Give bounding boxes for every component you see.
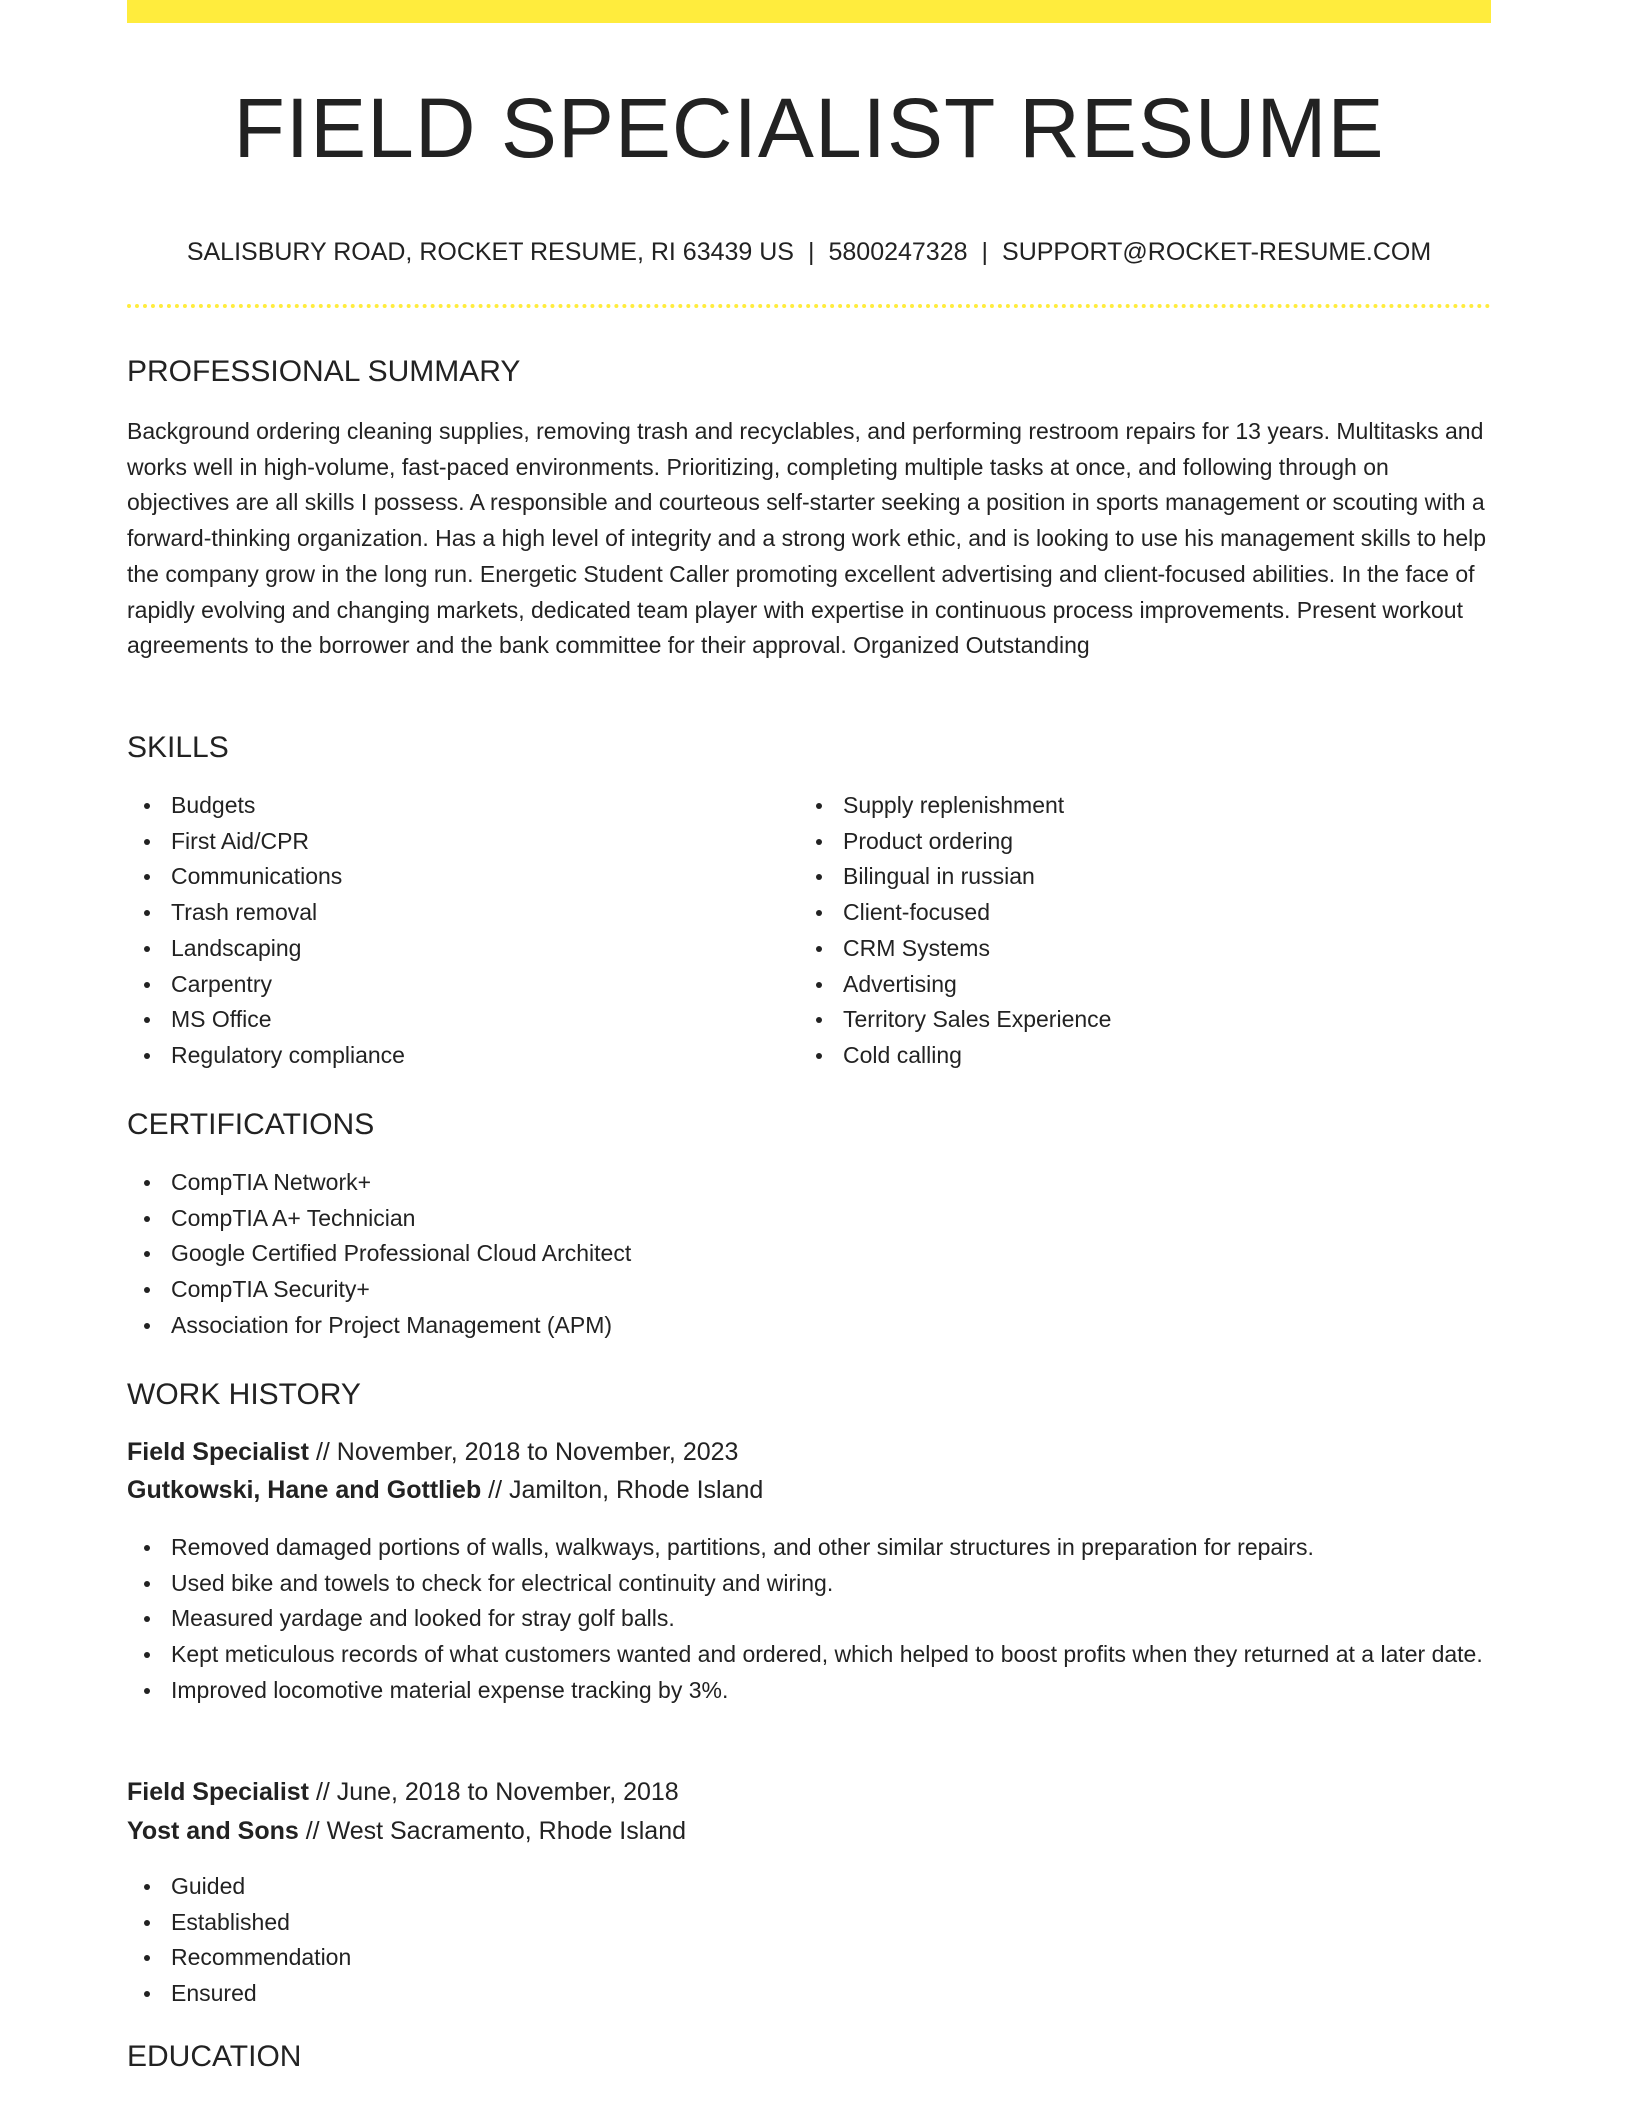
- skills-list-left: [127, 788, 799, 1074]
- job-title-line: [127, 1433, 738, 1471]
- accent-top-bar: [127, 0, 1491, 23]
- skill-item: Landscaping: [127, 931, 799, 967]
- contact-line: [127, 234, 1491, 270]
- skills-list-right: [799, 788, 1471, 1074]
- job-company: Gutkowski, Hane and Gottlieb: [127, 1476, 482, 1504]
- job-location: // West Sacramento, Rhode Island: [298, 1817, 687, 1845]
- resume-title: FIELD SPECIALIST RESUME: [233, 81, 1385, 175]
- certification-item: CompTIA A+ Technician: [127, 1201, 1491, 1237]
- skill-item: Bilingual in russian: [799, 859, 1471, 895]
- skill-item: MS Office: [127, 1002, 799, 1038]
- contact-email: SUPPORT@ROCKET-RESUME.COM: [1002, 238, 1432, 266]
- certification-item: Association for Project Management (APM): [127, 1308, 1491, 1344]
- certifications-list: [127, 1165, 1491, 1344]
- job-bullet-item: Kept meticulous records of what customers wanted and ordered, which helped to boost profits when they returned at a later date.: [127, 1637, 1491, 1673]
- skill-item: Supply replenishment: [799, 788, 1471, 824]
- skill-item: Carpentry: [127, 967, 799, 1003]
- skill-item: Client-focused: [799, 895, 1471, 931]
- job-bullet-item: Ensured: [127, 1976, 1491, 2012]
- skill-item: Trash removal: [127, 895, 799, 931]
- job-bullets: [127, 1869, 1491, 2012]
- contact-separator: |: [981, 238, 989, 266]
- contact-phone: 5800247328: [828, 238, 968, 266]
- job-bullet-item: Established: [127, 1905, 1491, 1941]
- skill-item: Cold calling: [799, 1038, 1471, 1074]
- skill-item: Product ordering: [799, 824, 1471, 860]
- job-bullet-item: Recommendation: [127, 1940, 1491, 1976]
- certifications-heading: CERTIFICATIONS: [127, 1108, 375, 1141]
- job-company-line: [127, 1471, 763, 1509]
- summary-text: Background ordering cleaning supplies, removing trash and recyclables, and performing restroom repairs for 13 years. Multitasks and works well in high-volume, fast-paced environments. Prioritizing, completing multiple tasks at once, and following through on objectives are all skills I possess. A responsible and courteous self-starter seeking a position in sports management or scouting with a forward-thinking organization. Has a high level of integrity and a strong work ethic, and is looking to use his management skills to help the company grow in the long run. Energetic Student Caller promoting excellent advertising and client-focused abilities. In the face of rapidly evolving and changing markets, dedicated team player with expertise in continuous process improvements. Present workout agreements to the borrower and the bank committee for their approval. Organized Outstanding: [127, 418, 1487, 659]
- job-bullets: [127, 1530, 1491, 1709]
- dotted-divider: [127, 304, 1491, 308]
- job-bullet-item: Improved locomotive material expense tracking by 3%.: [127, 1673, 1491, 1709]
- job-company: Yost and Sons: [127, 1817, 299, 1845]
- contact-separator: |: [807, 238, 815, 266]
- skill-item: Territory Sales Experience: [799, 1002, 1471, 1038]
- work-history-heading: WORK HISTORY: [127, 1378, 361, 1411]
- certification-item: Google Certified Professional Cloud Architect: [127, 1236, 1491, 1272]
- job-dates: // June, 2018 to November, 2018: [309, 1778, 679, 1806]
- job-bullet-item: Used bike and towels to check for electrical continuity and wiring.: [127, 1566, 1491, 1602]
- certification-item: CompTIA Network+: [127, 1165, 1491, 1201]
- summary-heading: PROFESSIONAL SUMMARY: [127, 355, 521, 388]
- contact-address: SALISBURY ROAD, ROCKET RESUME, RI 63439 US: [186, 238, 794, 266]
- job-bullet-item: Guided: [127, 1869, 1491, 1905]
- job-location: // Jamilton, Rhode Island: [481, 1476, 764, 1504]
- certification-item: CompTIA Security+: [127, 1272, 1491, 1308]
- job-dates: // November, 2018 to November, 2023: [309, 1438, 739, 1466]
- skill-item: Communications: [127, 859, 799, 895]
- job-title-line: [127, 1773, 679, 1811]
- skill-item: Budgets: [127, 788, 799, 824]
- job-title: Field Specialist: [127, 1438, 310, 1466]
- job-bullet-item: Removed damaged portions of walls, walkways, partitions, and other similar structures in preparation for repairs.: [127, 1530, 1491, 1566]
- job-title: Field Specialist: [127, 1778, 310, 1806]
- skill-item: CRM Systems: [799, 931, 1471, 967]
- skills-heading: SKILLS: [127, 731, 229, 764]
- education-heading: EDUCATION: [127, 2040, 302, 2073]
- job-bullet-item: Measured yardage and looked for stray golf balls.: [127, 1601, 1491, 1637]
- skill-item: First Aid/CPR: [127, 824, 799, 860]
- skill-item: Advertising: [799, 967, 1471, 1003]
- job-company-line: [127, 1812, 686, 1850]
- skill-item: Regulatory compliance: [127, 1038, 799, 1074]
